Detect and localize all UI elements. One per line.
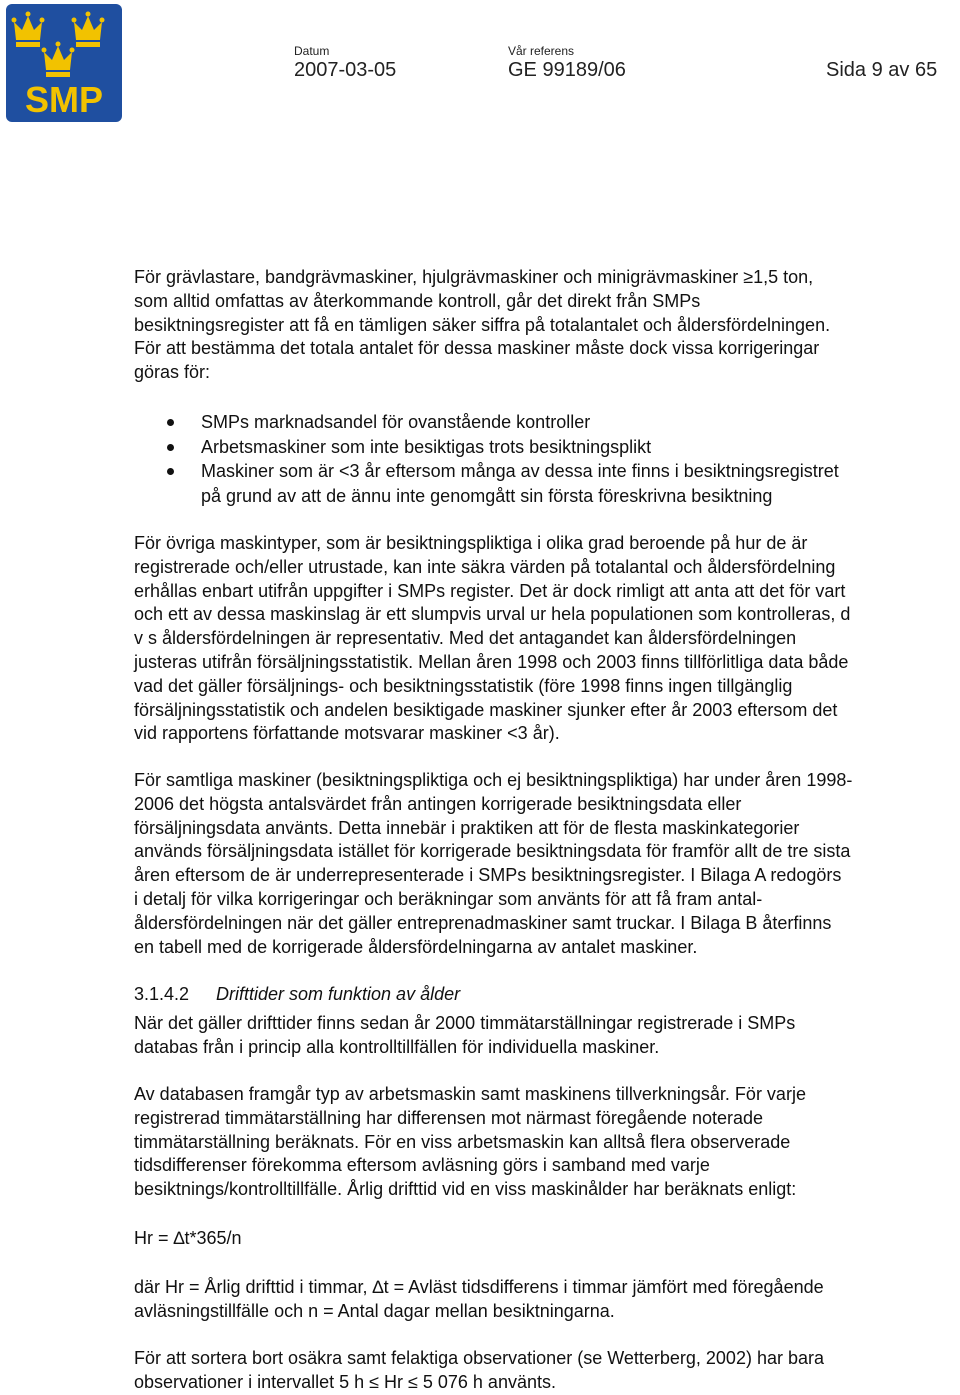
list-item — [134, 459, 960, 508]
date-value: 2007-03-05 — [294, 59, 397, 81]
section-number: 3.1.4.2 — [134, 984, 190, 1004]
paragraph-filtering — [134, 1347, 960, 1395]
page-number: Sida 9 av 65 — [826, 59, 938, 81]
correction-list — [134, 410, 960, 508]
paragraph-all-machines — [134, 769, 960, 959]
reference-value: GE 99189/06 — [508, 59, 626, 81]
section-heading — [134, 982, 460, 1006]
formula-text: Hr = ∆t*365/n — [134, 1228, 242, 1248]
bullet-icon — [167, 444, 174, 451]
date-label: Datum — [294, 44, 330, 58]
paragraph-text: För att sortera bort osäkra samt felaktiga observationer (se Wetterberg, 2002) har bara observationer i intervallet 5 h ≤ Hr ≤ 5 076 h använts. — [134, 1348, 824, 1392]
paragraph-text: För grävlastare, bandgrävmaskiner, hjulgrävmaskiner och minigrävmaskiner ≥1,5 ton, som alltid omfattas av återkommande kontroll, går det direkt från SMPs besiktningsregister att få en tämligen säker siffra på totalantalet och åldersfördelningen. För att bestämma det totala antalet för dessa maskiner måste dock vissa korrigeringar göras för: — [134, 267, 831, 383]
list-item-text: Maskiner som är <3 år eftersom många av dessa inte finns i besiktningsregistret på grund av att de ännu inte genomgått sin första föreskrivna besiktning — [201, 461, 839, 506]
paragraph-text: För samtliga maskiner (besiktningspliktiga och ej besiktningspliktiga) har under åren 1998- 2006 det högsta antalsvärdet från antingen korrigerade besiktningsdata eller försäljningsdata använts. Detta innebär i praktiken att för de flesta maskinkategorier används försäljningsdata istället för korrigerade besiktningsdata för framför allt de tre sista åren eftersom de är underrepresenterade i SMPs besiktningsregister. I Bilaga A redogörs i detalj för vilka korrigeringar och beräkningar som använts för att få fram antal- åldersfördelningen när det gäller entreprenadmaskiner samt truckar. I Bilaga B återfinns en tabell med de korrigerade åldersfördelningarna av antalet maskiner. — [134, 770, 853, 957]
list-item — [134, 435, 960, 460]
three-crowns-icon — [6, 4, 122, 122]
paragraph-text: För övriga maskintyper, som är besiktningspliktiga i olika grad beroende på hur de är registrerade och/eller utrustade, kan inte säkra värden på totalantal och åldersfördelning erhållas enbart utifrån uppgifter i SMPs register. Det är dock rimligt att anta att det för vart och ett av dessa maskinslag är ett slumpvis urval ur hela populationen som kontrolleras, d v s åldersfördelningen är representativ. Med det antagandet kan åldersfördelningen justeras utifrån försäljningsstatistik. Mellan åren 1998 och 2003 finns tillförlitliga data både vad det gäller försäljnings- och besiktningsstatistik (före 1998 finns ingen tillgänglig försäljningsstatistik och andelen besiktigade maskiner sjunker efter år 2003 eftersom det vid rapportens författande motsvarar maskiner <3 år). — [134, 533, 851, 744]
smp-logo — [6, 4, 122, 122]
bullet-icon — [167, 419, 174, 426]
paragraph-database — [134, 1083, 960, 1202]
bullet-icon — [167, 468, 174, 475]
paragraph-text: Av databasen framgår typ av arbetsmaskin samt maskinens tillverkningsår. För varje registrerad timmätarställning har differensen mot närmast föregående noterade timmätarställning beräknats. För en viss arbetsmaskin kan alltså flera observerade tidsdifferenser förekomma eftersom avläsning görs i samband med varje besiktnings/kontrolltillfälle. Årlig drifttid vid en viss maskinålder har beräknats enligt: — [134, 1084, 806, 1200]
paragraph-text: När det gäller drifttider finns sedan år 2000 timmätarställningar registrerade i SMPs databas från i princip alla kontrolltillfällen för individuella maskiner. — [134, 1013, 796, 1057]
list-item — [134, 410, 960, 435]
section-title: Drifttider som funktion av ålder — [216, 984, 461, 1004]
reference-label: Vår referens — [508, 44, 575, 58]
logo-text: SMP — [24, 79, 104, 120]
paragraph-intro — [134, 266, 960, 385]
formula — [134, 1227, 960, 1251]
paragraph-text: där Hr = Årlig drifttid i timmar, ∆t = Avläst tidsdifferens i timmar jämfört med föregående avläsningstillfälle och n = Antal dagar mellan besiktningarna. — [134, 1277, 824, 1321]
paragraph-operating-times — [134, 1012, 960, 1060]
paragraph-definitions — [134, 1276, 960, 1324]
paragraph-other-machines — [134, 532, 960, 746]
list-item-text: SMPs marknadsandel för ovanstående kontroller — [201, 412, 591, 432]
list-item-text: Arbetsmaskiner som inte besiktigas trots besiktningsplikt — [201, 436, 652, 457]
